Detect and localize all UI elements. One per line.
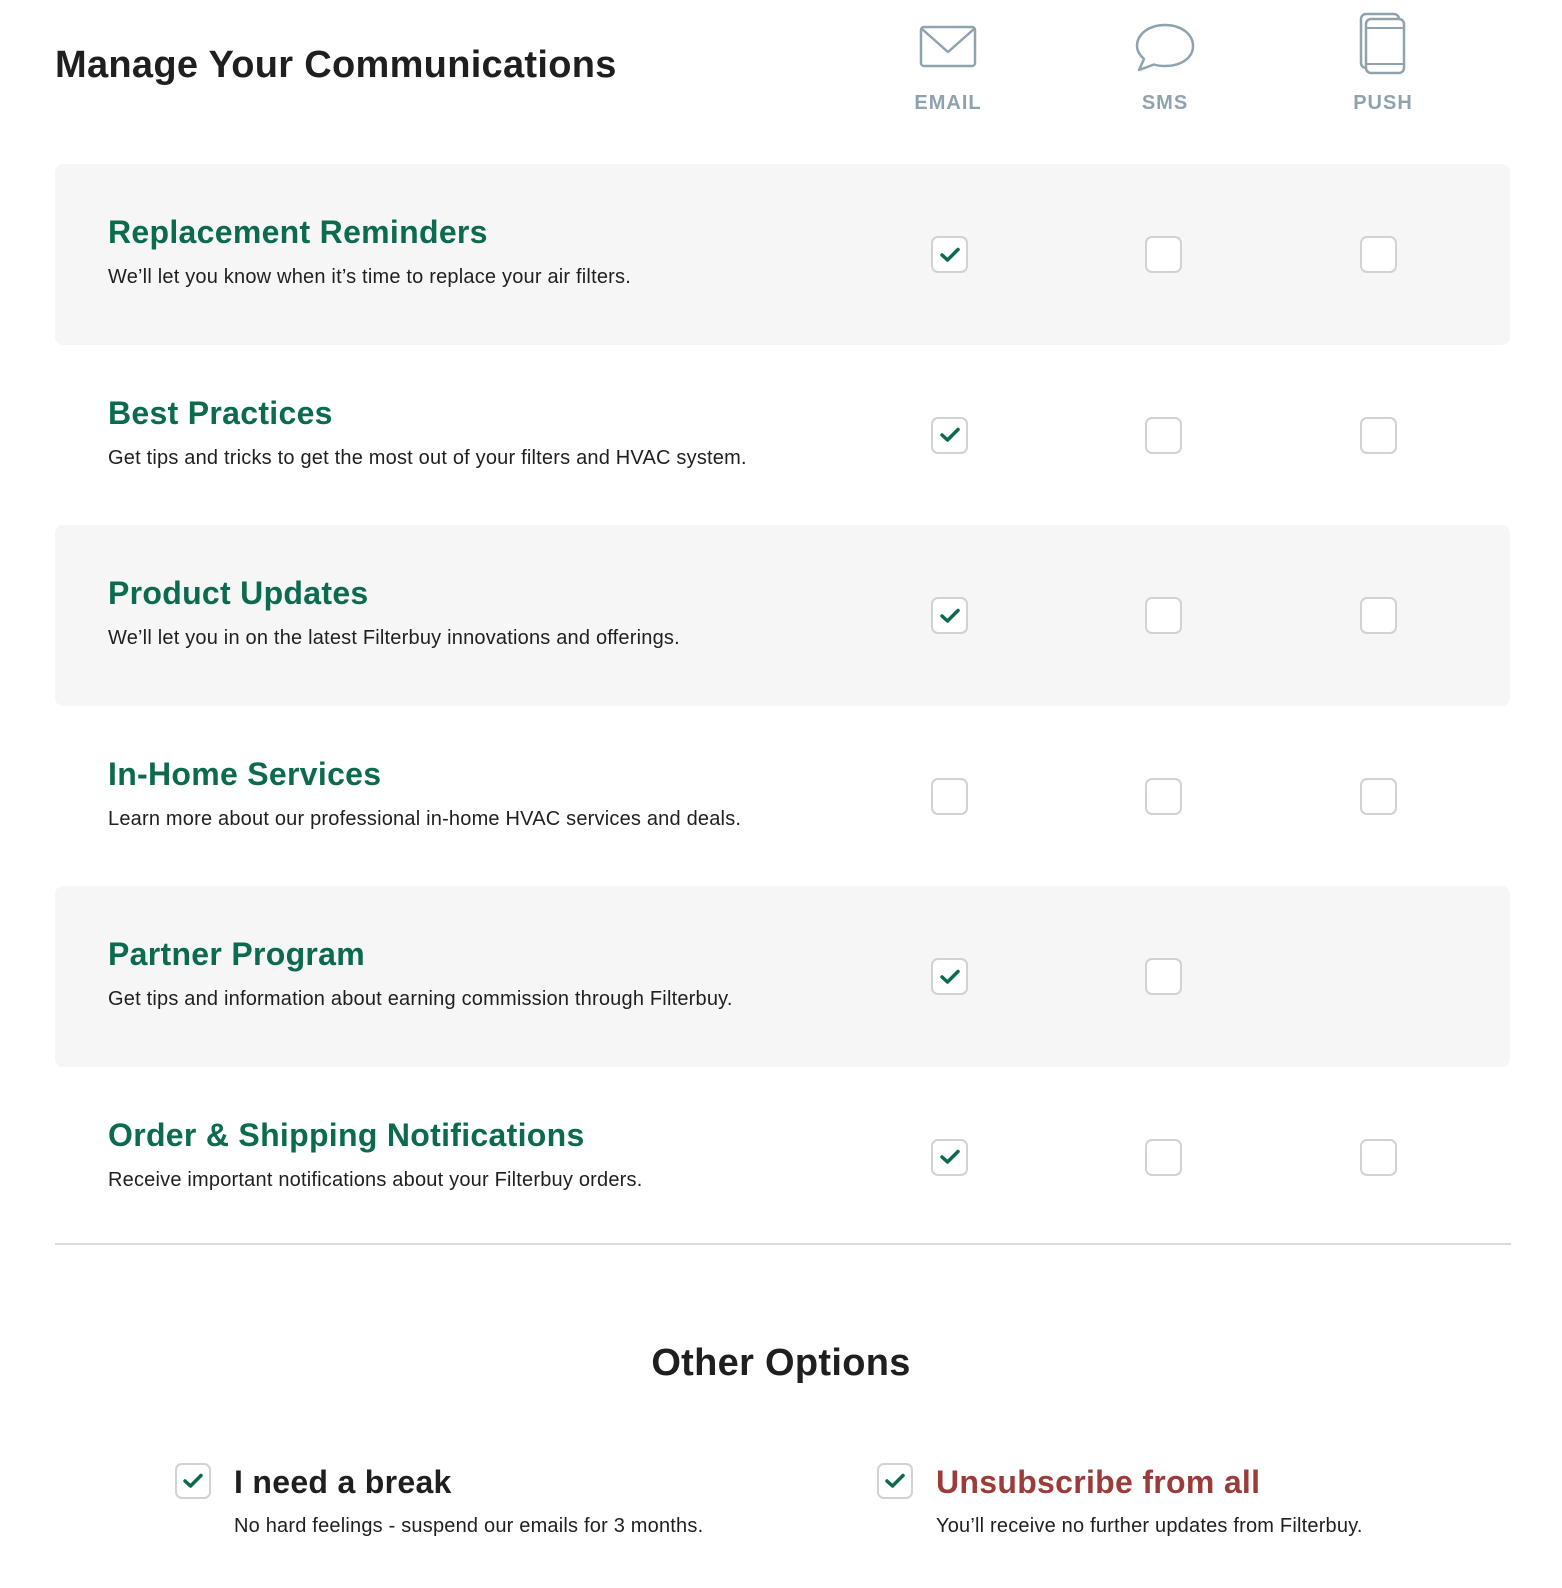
row-description: We’ll let you know when it’s time to replace your air filters. [108,266,631,288]
chat-bubble-icon [1085,10,1245,80]
option-title: Unsubscribe from all [936,1464,1261,1500]
push-checkbox[interactable] [1360,236,1397,273]
email-checkbox[interactable] [931,597,968,634]
channel-label-email: EMAIL [914,92,982,114]
push-checkbox[interactable] [1360,1139,1397,1176]
option-need-a-break [175,1460,815,1550]
push-checkbox[interactable] [1360,778,1397,815]
section-divider [55,1243,1511,1245]
row-description: We’ll let you in on the latest Filterbuy innovations and offerings. [108,627,680,650]
unsubscribe-all-checkbox[interactable] [877,1463,913,1499]
row-title: Partner Program [108,936,366,973]
row-description: Get tips and tricks to get the most out of your filters and HVAC system. [108,446,747,469]
email-checkbox[interactable] [931,417,968,454]
sms-checkbox[interactable] [1145,236,1182,273]
row-replacement-reminders [55,164,1510,345]
row-description: Learn more about our professional in-home HVAC services and deals. [108,807,742,830]
email-checkbox[interactable] [931,778,968,815]
envelope-icon [868,10,1028,80]
header [0,0,1562,140]
check-icon [183,1473,203,1489]
other-options-title: Other Options [651,1342,911,1384]
check-icon [940,247,960,263]
preference-rows [55,164,1510,1248]
sms-checkbox[interactable] [1145,778,1182,815]
check-icon [940,608,960,624]
row-order-shipping-notifications [55,1067,1510,1248]
email-checkbox[interactable] [931,958,968,995]
option-unsubscribe-all [877,1460,1517,1550]
row-best-practices [55,345,1510,526]
check-icon [940,969,960,985]
check-icon [885,1473,905,1489]
row-title: Replacement Reminders [108,214,488,250]
channel-label-sms: SMS [1141,92,1189,114]
sms-checkbox[interactable] [1145,417,1182,454]
option-title: I need a break [234,1464,452,1500]
row-title: Order & Shipping Notifications [108,1116,585,1153]
row-title: Product Updates [108,575,369,612]
row-partner-program [55,886,1510,1067]
row-title: In-Home Services [108,755,382,792]
row-description: Receive important notifications about your Filterbuy orders. [108,1168,643,1191]
row-title: Best Practices [108,394,333,431]
push-checkbox[interactable] [1360,417,1397,454]
email-checkbox[interactable] [931,1139,968,1176]
row-in-home-services [55,706,1510,887]
channel-email [868,10,1028,120]
sms-checkbox[interactable] [1145,597,1182,634]
check-icon [940,1149,960,1165]
channel-sms [1085,10,1245,120]
option-description: No hard feelings - suspend our emails for 3 months. [234,1515,704,1537]
email-checkbox[interactable] [931,236,968,273]
option-description: You’ll receive no further updates from Filterbuy. [936,1515,1363,1537]
push-checkbox[interactable] [1360,597,1397,634]
phone-icon [1303,10,1463,80]
need-a-break-checkbox[interactable] [175,1463,211,1499]
channel-push [1303,10,1463,120]
sms-checkbox[interactable] [1145,958,1182,995]
check-icon [940,427,960,443]
row-description: Get tips and information about earning commission through Filterbuy. [108,988,733,1011]
row-product-updates [55,525,1510,706]
page-title: Manage Your Communications [55,44,617,86]
channel-label-push: PUSH [1353,92,1413,114]
sms-checkbox[interactable] [1145,1139,1182,1176]
